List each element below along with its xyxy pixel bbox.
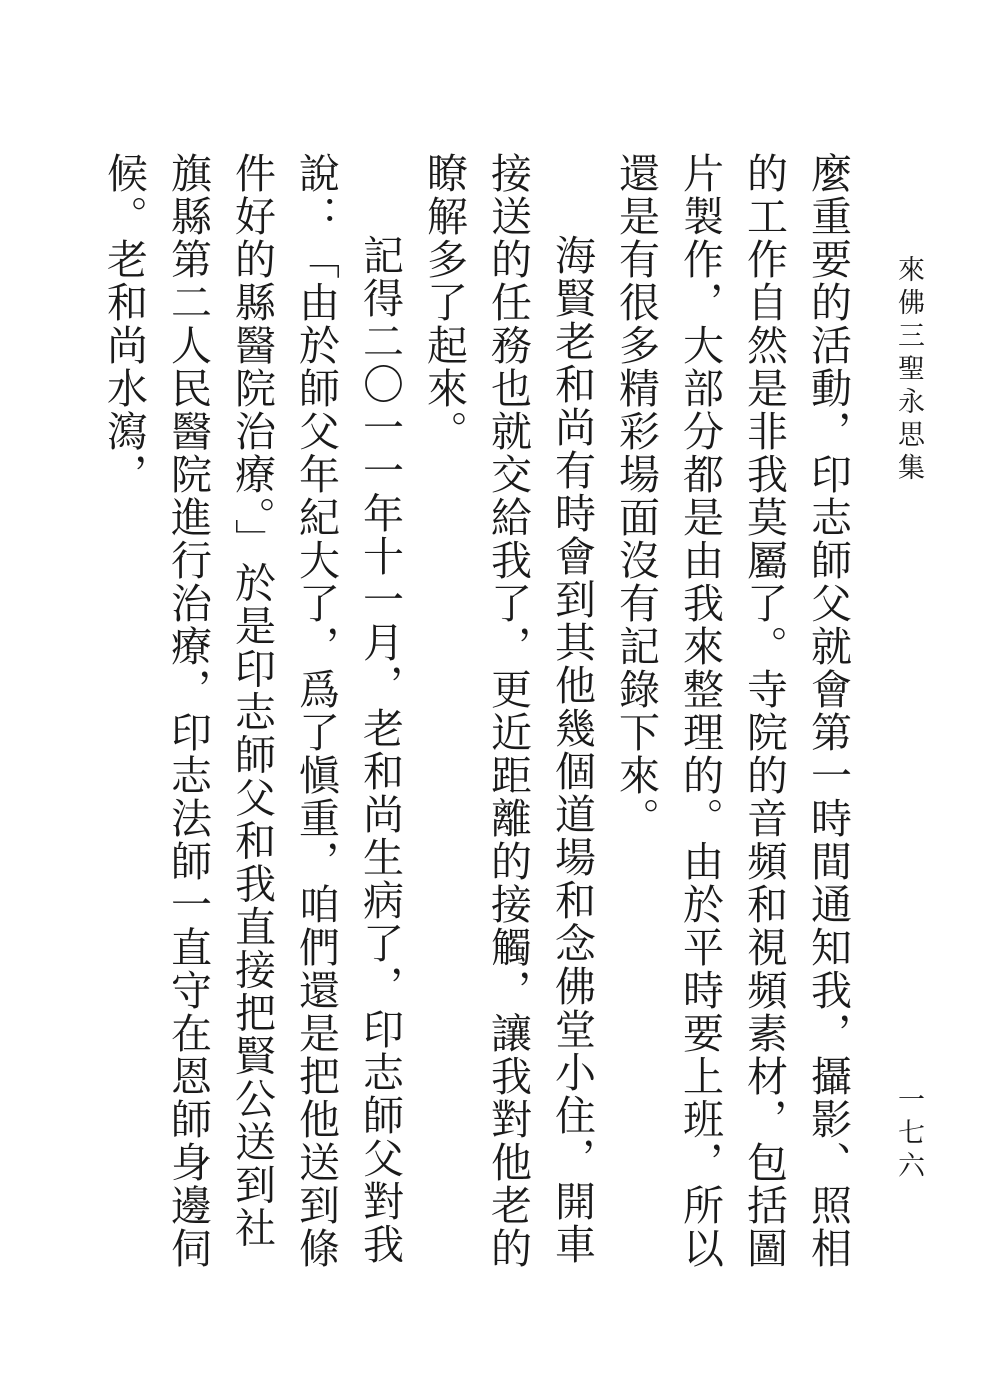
paragraph: 海賢老和尚有時會到其他幾個道場和念佛堂小住，開車接送的任務也就交給我了，更近距離的接觸，讓我對他老的瞭解多了起來。 — [420, 152, 596, 1270]
paragraph: 麼重要的活動，印志師父就會第一時間通知我，攝影、照相的工作自然是非我莫屬了。寺院的音頻和視頻素材，包括圖片製作，大部分都是由我來整理的。由於平時要上班，所以還是有很多精彩場面沒有記錄下來。 — [612, 152, 852, 1270]
page-number: 一七六 — [893, 1085, 924, 1184]
paragraph: 記得二〇一一年十一月，老和尚生病了，印志師父對我說：「由於師父年紀大了，爲了愼重，咱們還是把他送到條件好的縣醫院治療。」於是印志師父和我直接把賢公送到社旗縣第二人民醫院進行治療，印志法師一直守在恩師身邊伺候。老和尚水瀉， — [100, 152, 404, 1270]
body-text — [92, 152, 860, 1292]
running-title: 來佛三聖永思集 — [893, 255, 924, 486]
